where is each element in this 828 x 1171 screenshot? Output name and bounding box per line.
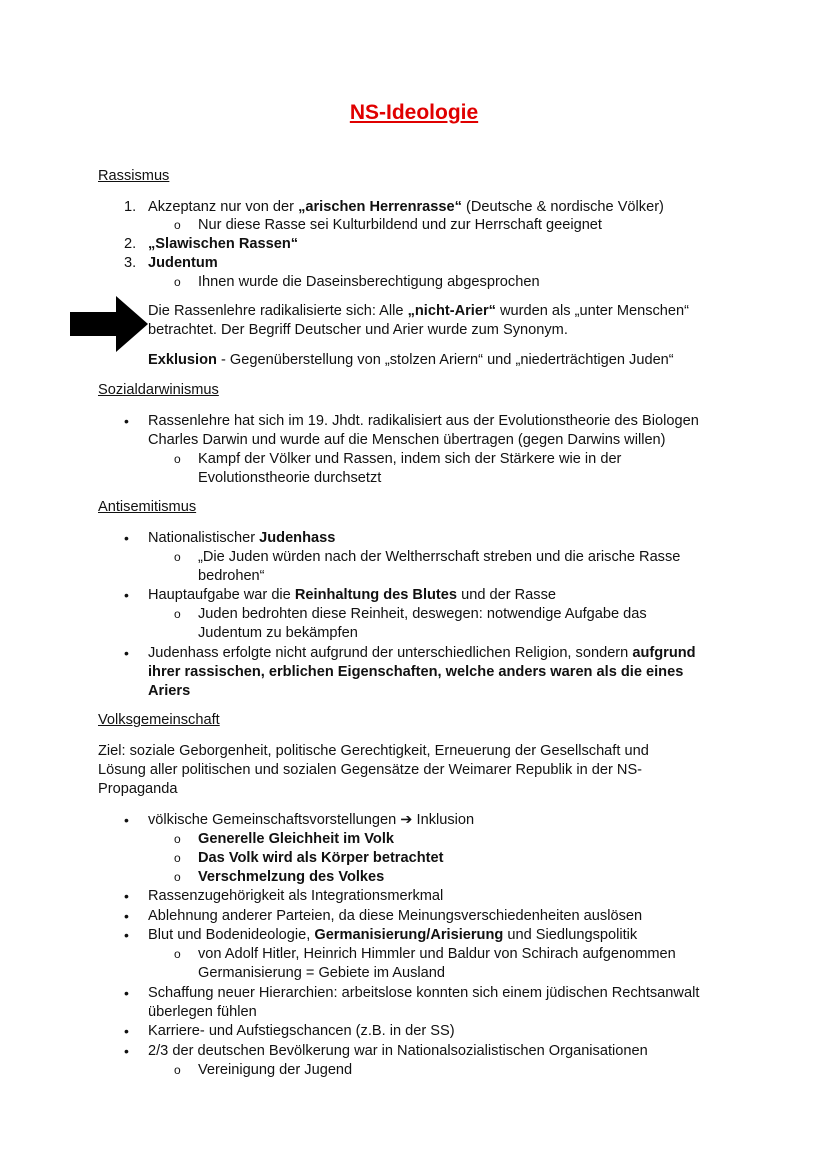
paragraph-ziel-line2: Lösung aller politischen und sozialen Gegensätze der Weimarer Republik in der NS- <box>98 762 643 778</box>
list-item: Hauptaufgabe war die Reinhaltung des Blutes und der Rasse <box>148 587 557 603</box>
sub-list-item: Das Volk wird als Körper betrachtet <box>198 850 444 866</box>
sub-list-item: Generelle Gleichheit im Volk <box>198 831 395 847</box>
list-number: 2. <box>124 236 137 252</box>
section-heading-sozialdarwinismus: Sozialdarwinismus <box>98 382 219 398</box>
paragraph-rassenlehre-line2: betrachtet. Der Begriff Deutscher und Arier wurde zum Synonym. <box>148 322 568 338</box>
bullet-icon: • <box>124 587 129 603</box>
section-heading-antisemitismus: Antisemitismus <box>98 499 197 515</box>
paragraph-rassenlehre: Die Rassenlehre radikalisierte sich: Alle „nicht-Arier“ wurden als „unter Menschen“ <box>148 303 690 319</box>
sub-list-item: Verschmelzung des Volkes <box>198 869 385 885</box>
section-heading-volksgemeinschaft: Volksgemeinschaft <box>98 712 220 728</box>
sub-bullet-icon: o <box>174 832 181 846</box>
sub-list-item-continuation: bedrohen“ <box>198 568 265 584</box>
list-number: 3. <box>124 255 137 271</box>
list-item-continuation: Charles Darwin und wurde auf die Menschen übertragen (gegen Darwins willen) <box>148 432 666 448</box>
paragraph-exklusion: Exklusion - Gegenüberstellung von „stolzen Ariern“ und „niederträchtigen Juden“ <box>148 352 674 368</box>
list-item: „Slawischen Rassen“ <box>148 236 299 252</box>
sub-list-item: „Die Juden würden nach der Weltherrschaft streben und die arische Rasse <box>198 549 681 565</box>
list-number: 1. <box>124 199 137 215</box>
sub-list-item-continuation: Judentum zu bekämpfen <box>198 625 358 641</box>
bullet-icon: • <box>124 927 129 943</box>
list-item: Judentum <box>148 255 218 271</box>
sub-bullet-icon: o <box>174 550 181 564</box>
sub-bullet-icon: o <box>174 1063 181 1077</box>
list-item: Akzeptanz nur von der „arischen Herrenrasse“ (Deutsche & nordische Völker) <box>148 199 664 215</box>
sub-list-item: Nur diese Rasse sei Kulturbildend und zur Herrschaft geeignet <box>198 217 602 233</box>
bullet-icon: • <box>124 413 129 429</box>
bullet-icon: • <box>124 985 129 1001</box>
list-item: Schaffung neuer Hierarchien: arbeitslose konnten sich einem jüdischen Rechtsanwalt <box>148 985 700 1001</box>
bullet-icon: • <box>124 1043 129 1059</box>
bullet-icon: • <box>124 908 129 924</box>
list-item-continuation: überlegen fühlen <box>148 1004 257 1020</box>
sub-list-item: Ihnen wurde die Daseinsberechtigung abgesprochen <box>198 274 540 290</box>
sub-list-item-continuation: Evolutionstheorie durchsetzt <box>198 470 382 486</box>
paragraph-ziel: Ziel: soziale Geborgenheit, politische Gerechtigkeit, Erneuerung der Gesellschaft und <box>98 743 649 759</box>
list-item: 2/3 der deutschen Bevölkerung war in Nationalsozialistischen Organisationen <box>148 1043 648 1059</box>
sub-bullet-icon: o <box>174 607 181 621</box>
list-item: Ablehnung anderer Parteien, da diese Meinungsverschiedenheiten auslösen <box>148 908 643 924</box>
list-item: Karriere- und Aufstiegschancen (z.B. in der SS) <box>148 1023 455 1039</box>
bullet-icon: • <box>124 888 129 904</box>
sub-list-item: Juden bedrohten diese Reinheit, deswegen: notwendige Aufgabe das <box>198 606 647 622</box>
list-item-continuation: Ariers <box>148 683 191 699</box>
sub-bullet-icon: o <box>174 947 181 961</box>
list-item: Nationalistischer Judenhass <box>148 530 336 546</box>
sub-list-item-continuation: Germanisierung = Gebiete im Ausland <box>198 965 446 981</box>
bullet-icon: • <box>124 812 129 828</box>
list-item: Blut und Bodenideologie, Germanisierung/Arisierung und Siedlungspolitik <box>148 927 638 943</box>
list-item: Rassenlehre hat sich im 19. Jhdt. radikalisiert aus der Evolutionstheorie des Biologen <box>148 413 699 429</box>
bullet-icon: • <box>124 1023 129 1039</box>
list-item: Rassenzugehörigkeit als Integrationsmerkmal <box>148 888 444 904</box>
arrow-right-icon <box>70 296 148 352</box>
list-item: völkische Gemeinschaftsvorstellungen ➔ Inklusion <box>148 812 475 828</box>
sub-bullet-icon: o <box>174 218 181 232</box>
bullet-icon: • <box>124 530 129 546</box>
sub-bullet-icon: o <box>174 851 181 865</box>
list-item: Judenhass erfolgte nicht aufgrund der unterschiedlichen Religion, sondern aufgrund <box>148 645 696 661</box>
section-heading-rassismus: Rassismus <box>98 168 170 184</box>
sub-bullet-icon: o <box>174 452 181 466</box>
sub-bullet-icon: o <box>174 275 181 289</box>
sub-list-item: Kampf der Völker und Rassen, indem sich der Stärkere wie in der <box>198 451 622 467</box>
paragraph-ziel-line3: Propaganda <box>98 781 178 797</box>
bullet-icon: • <box>124 645 129 661</box>
sub-list-item: Vereinigung der Jugend <box>198 1062 353 1078</box>
sub-list-item: von Adolf Hitler, Heinrich Himmler und Baldur von Schirach aufgenommen <box>198 946 676 962</box>
list-item-continuation: ihrer rassischen, erblichen Eigenschaften, welche anders waren als die eines <box>148 664 684 680</box>
sub-bullet-icon: o <box>174 870 181 884</box>
document-title: NS-Ideologie <box>349 101 479 124</box>
